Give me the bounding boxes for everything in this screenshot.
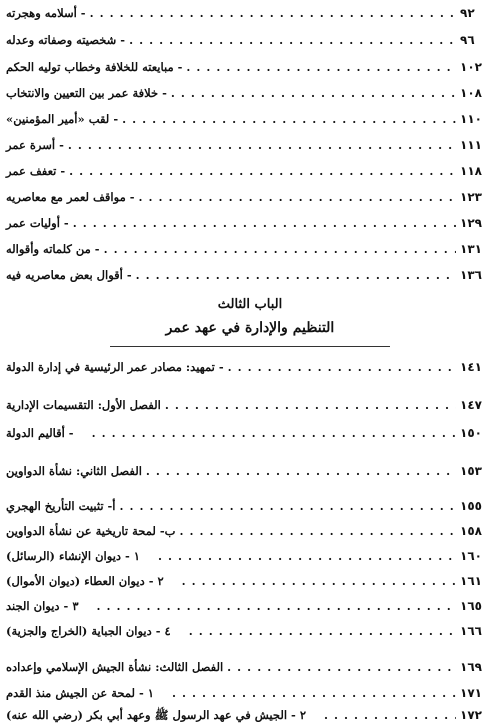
leader-dots [227,658,456,676]
toc-chapter-title: الفصل الثاني: نشأة الدواوين [6,464,142,478]
toc-entry-title: - تعفف عمر [6,164,66,178]
toc-entry-page: ١٦٥ [460,599,482,613]
toc-entry-title: - مبايعته للخلافة وخطاب توليه الحكم [6,60,183,74]
toc-entry-page: ١٥٨ [460,524,482,538]
toc-entry-title: ٤ - ديوان الجباية (الخراج والجزية) [6,624,171,638]
leader-dots [228,358,456,376]
leader-dots [92,424,456,442]
leader-dots [182,572,456,590]
toc-entry-title: ٢ - الجيش في عهد الرسول ﷺ وعهد أبي بكر (رضي الله عنه) [6,708,306,722]
leader-dots [90,4,456,22]
part-title: التنظيم والإدارة في عهد عمر [165,320,335,336]
leader-dots [129,31,456,49]
leader-dots [73,214,456,232]
toc-entry-page: ١٥٠ [460,426,482,440]
leader-dots [104,240,456,258]
heading-rule [110,346,390,347]
toc-entry-page: ١٦٠ [460,549,482,563]
toc-entry-title: ٢ - ديوان العطاء (ديوان الأموال) [6,574,164,588]
toc-entry-title: - أسلامه وهجرته [6,6,86,20]
toc-entry-title: - من كلماته وأقواله [6,242,100,256]
toc-entry-title: - أسرة عمر [6,138,64,152]
toc-entry-title: أ- تثبيت التأريخ الهجري [6,499,116,513]
toc-entry [6,110,490,128]
toc-entry [6,162,490,180]
toc-entry [6,684,490,702]
leader-dots [179,522,456,540]
leader-dots [146,462,456,480]
toc-chapter-title: الفصل الثالث: نشأة الجيش الإسلامي وإعداده [6,660,224,674]
toc-entry-page: ١٧٢ [460,708,482,722]
leader-dots [97,597,456,615]
toc-entry-title: - خلافة عمر بين التعيين والانتخاب [6,86,167,100]
toc-entry-page: ١١٨ [460,164,482,178]
toc-entry [6,58,490,76]
toc-entry [6,547,490,565]
toc-entry [6,266,490,284]
toc-entry-page: ١٠٨ [460,86,482,100]
leader-dots [120,497,456,515]
toc-entry-page: ٩٢ [460,6,475,20]
toc-entry-page: ١٤١ [460,360,482,374]
toc-entry-page: ١١٠ [460,112,482,126]
toc-entry-title: - مواقف لعمر مع معاصريه [6,190,135,204]
leader-dots [68,136,456,154]
toc-entry-title: - أقوال بعض معاصريه فيه [6,268,132,282]
toc-entry-title: ١ - ديوان الإنشاء (الرسائل) [6,549,140,563]
toc-entry-page: ٩٦ [460,33,475,47]
toc-entry [6,522,490,540]
toc-entry [6,622,490,640]
toc-entry-title: - تمهيد: مصادر عمر الرئيسية في إدارة الدولة [6,360,224,374]
leader-dots [122,110,456,128]
toc-entry-page: ١٥٣ [460,464,482,478]
toc-entry [6,597,490,615]
toc-entry-page: ١٠٢ [460,60,482,74]
toc-entry [6,572,490,590]
toc-entry-page: ١٧١ [460,686,482,700]
toc-entry-page: ١٢٣ [460,190,482,204]
toc-entry-page: ١٦٩ [460,660,482,674]
toc-entry [6,497,490,515]
leader-dots [189,622,456,640]
toc-entry [6,358,490,376]
leader-dots [186,58,456,76]
toc-chapter-title: الفصل الأول: التقسيمات الإدارية [6,398,161,412]
toc-entry-page: ١٥٥ [460,499,482,513]
toc-chapter [6,658,490,676]
toc-entry-title: ب- لمحة تاريخية عن نشأة الدواوين [6,524,176,538]
leader-dots [172,684,456,702]
part-label: الباب الثالث [217,297,283,312]
leader-dots [136,266,456,284]
toc-entry-title: - لقب «أمير المؤمنين» [6,112,119,126]
toc-entry-page: ١٦١ [460,574,482,588]
leader-dots [171,84,456,102]
toc-entry-page: ١١١ [460,138,482,152]
toc-entry [6,240,490,258]
toc-entry-title: - أقاليم الدولة [6,426,74,440]
toc-entry [6,214,490,232]
toc-entry-page: ١٣١ [460,242,482,256]
toc-entry-page: ١٦٦ [460,624,482,638]
toc-entry-title: - أوليات عمر [6,216,69,230]
leader-dots [165,396,456,414]
leader-dots [324,706,456,724]
toc-entry [6,188,490,206]
toc-entry-page: ١٤٧ [460,398,482,412]
toc-entry [6,706,490,724]
leader-dots [139,188,457,206]
toc-entry [6,31,490,49]
toc-entry [6,424,490,442]
leader-dots [69,162,456,180]
toc-entry-title: ١ - لمحة عن الجيش منذ القدم [6,686,154,700]
toc-entry-page: ١٣٦ [460,268,482,282]
toc-entry [6,4,490,22]
toc-entry [6,136,490,154]
toc-chapter [6,462,490,480]
toc-entry-title: ٣ - ديوان الجند [6,599,79,613]
toc-entry [6,84,490,102]
toc-chapter [6,396,490,414]
toc-entry-page: ١٢٩ [460,216,482,230]
toc-entry-title: - شخصيته وصفاته وعدله [6,33,126,47]
leader-dots [158,547,456,565]
